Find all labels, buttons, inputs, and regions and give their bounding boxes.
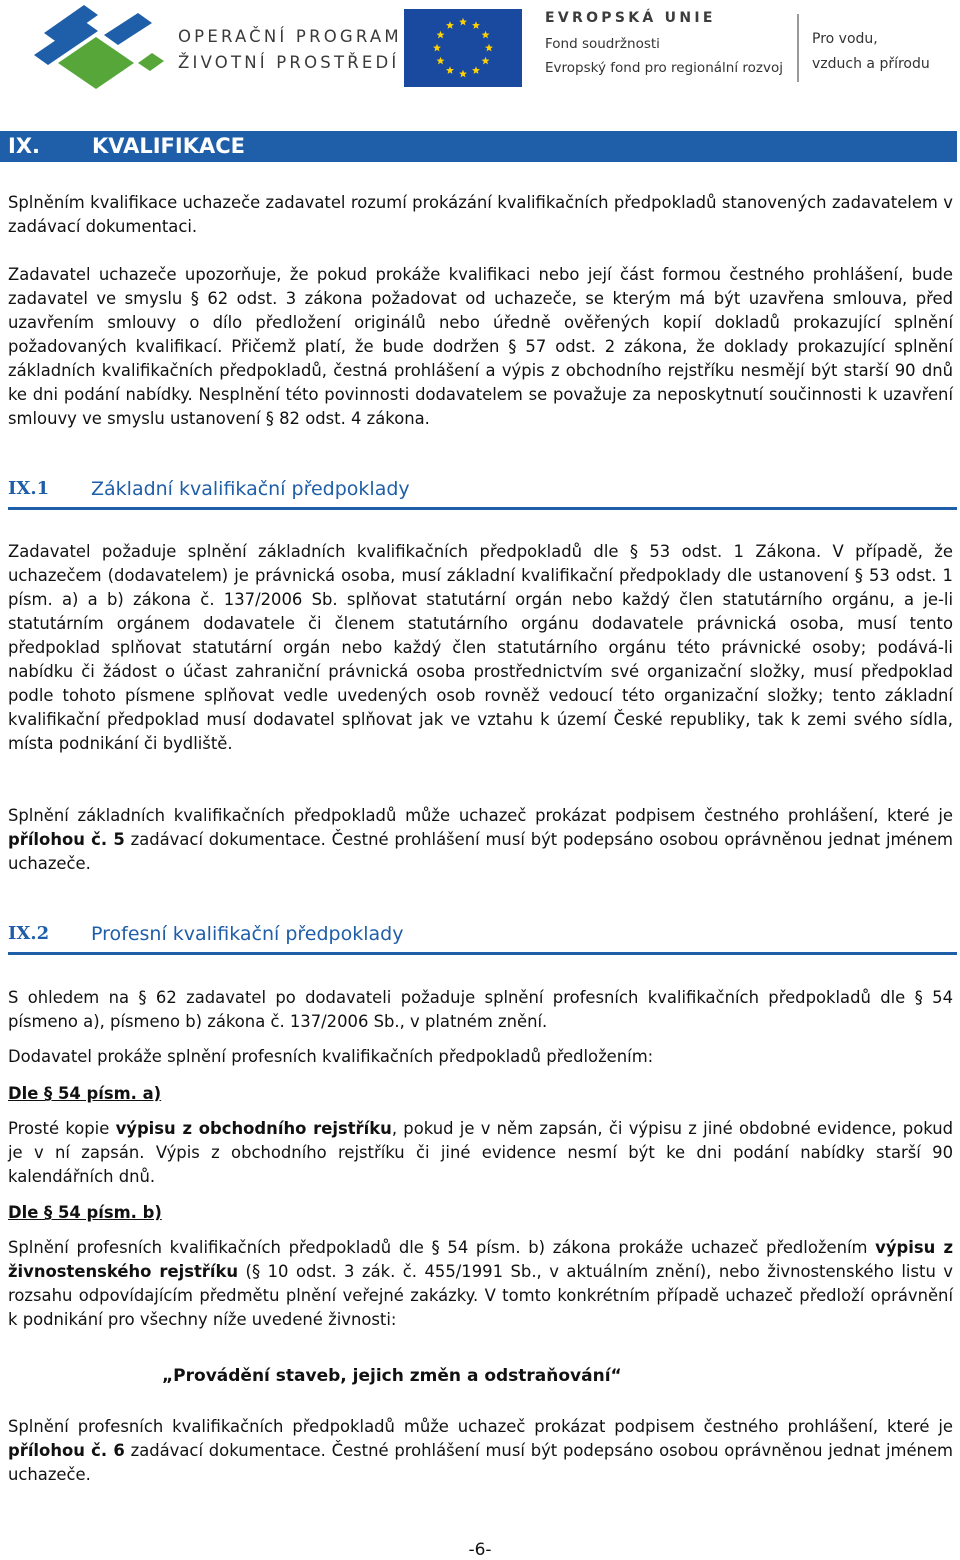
subheading-b: Dle § 54 písm. b)	[8, 1203, 162, 1222]
eu-star-icon	[482, 57, 490, 65]
section-title: Profesní kvalifikační předpoklady	[91, 923, 404, 945]
op-zp-logo-icon	[34, 5, 164, 97]
op-line1: OPERAČNÍ PROGRAM	[178, 27, 402, 46]
eu-stars-icon	[404, 9, 522, 87]
sec2-paragraph-1: S ohledem na § 62 zadavatel po dodavateli požaduje splnění profesních kvalifikačních předpokladů dle § 54 písmeno a), písmeno b) zákona č. 137/2006 Sb., v platném znění.	[8, 988, 953, 1031]
text-run: zadávací dokumentace. Čestné prohlášení musí být podepsáno osobou oprávněnou jednat jménem uchazeče.	[8, 830, 953, 873]
page-header	[0, 0, 960, 110]
eu-fund-2: Evropský fond pro regionální rozvoj	[545, 60, 783, 76]
eu-star-icon	[446, 21, 454, 29]
section-heading-ix2	[8, 923, 957, 955]
sec1-paragraph-1: Zadavatel požaduje splnění základních kvalifikačních předpokladů dle § 53 odst. 1 Zákona. V případě, že uchazečem (dodavatelem) je právnická osoba, musí základní kvalifikační předpoklady dle ustanovení § 53 odst. 1 písm. a) a b) zákona č. 137/2006 Sb. splňovat statutární orgán nebo každý člen statutárního orgánu, a je-li statutárním orgánem dodavatele či členem statutárního orgánu dodavatele právnická osoba, musí tento předpoklad splňovat statutární orgán nebo každý člen statutárního orgánu této právnické osoby; podává-li nabídku či žádost o účast zahraniční právnická osoba prostřednictvím své organizační složky, musí předpoklad podle tohoto písmene splňovat vedle uvedených osob rovněž vedoucí této organizační složky; tento základní kvalifikační předpoklad musí dodavatel splňovat jak ve vztahu k území České republiky, tak k zemi svého sídla, místa podnikání či bydliště.	[8, 542, 953, 753]
section-title: Základní kvalifikační předpoklady	[91, 478, 410, 500]
section-number: IX.2	[8, 923, 50, 944]
eu-star-icon	[446, 66, 454, 74]
slogan	[812, 27, 930, 77]
text-run: Splnění profesních kvalifikačních předpokladů může uchazeč prokázat podpisem čestného prohlášení, které je	[8, 1417, 953, 1436]
chapter-number: IX.	[8, 134, 40, 158]
text-run: Splnění profesních kvalifikačních předpokladů dle § 54 písm. b) zákona prokáže uchazeč předložením	[8, 1238, 876, 1257]
section-heading-ix1	[8, 478, 957, 510]
eu-star-icon	[433, 44, 441, 52]
eu-star-icon	[482, 31, 490, 39]
eu-star-icon	[459, 70, 467, 78]
text-run: Prosté kopie	[8, 1119, 116, 1138]
annex-ref: přílohou č. 6	[8, 1441, 125, 1460]
sec2-paragraph-3	[8, 1415, 953, 1487]
eu-title: EVROPSKÁ UNIE	[545, 10, 716, 26]
sec2-paragraph-2: Dodavatel prokáže splnění profesních kvalifikačních předpokladů předložením:	[8, 1047, 654, 1066]
slogan-line1: Pro vodu,	[812, 31, 878, 47]
trade-name: „Provádění staveb, jejich změn a odstraňování“	[162, 1366, 622, 1386]
eu-star-icon	[485, 44, 493, 52]
intro-paragraph-1: Splněním kvalifikace uchazeče zadavatel rozumí prokázání kvalifikačních předpokladů stanovených zadavatelem v zadávací dokumentaci.	[8, 193, 953, 236]
intro-paragraph-2: Zadavatel uchazeče upozorňuje, že pokud prokáže kvalifikaci nebo její část formou čestného prohlášení, bude zadavatel ve smyslu § 62 odst. 3 zákona požadovat od uchazeče, se kterým má být uzavřena smlouva, před uzavřením smlouvy o dílo předložení originálů nebo úředně ověřených kopií dokladů prokazující splnění požadovaných kvalifikací. Přičemž platí, že bude dodržen § 57 odst. 2 zákona, že doklady prokazující splnění základních kvalifikačních předpokladů, čestná prohlášení a výpis z obchodního rejstříku nesmějí být starší 90 dnů ke dni podání nabídky. Nesplnění této povinnosti dodavatelem se považuje za neposkytnutí součinnosti k uzavření smlouvy ve smyslu ustanovení § 82 odst. 4 zákona.	[8, 265, 953, 428]
eu-star-icon	[436, 31, 444, 39]
eu-fund-1: Fond soudržnosti	[545, 36, 660, 52]
sub-b-paragraph	[8, 1236, 953, 1332]
text-run: Splnění základních kvalifikačních předpokladů může uchazeč prokázat podpisem čestného prohlášení, které je	[8, 806, 953, 825]
text-run: zadávací dokumentace. Čestné prohlášení musí být podepsáno osobou oprávněnou jednat jménem uchazeče.	[8, 1441, 953, 1484]
eu-star-icon	[472, 21, 480, 29]
eu-star-icon	[436, 57, 444, 65]
eu-star-icon	[459, 18, 467, 26]
text-run: (§ 10 odst. 3 zák. č. 455/1991 Sb., v aktuálním znění), nebo živnostenského listu v rozsahu odpovídajícím předmětu plnění veřejné zakázky. V tomto konkrétním případě uchazeč předloží oprávnění k podnikání pro všechny níže uvedené živnosti:	[8, 1262, 954, 1329]
annex-ref: přílohou č. 5	[8, 830, 125, 849]
subheading-a: Dle § 54 písm. a)	[8, 1084, 162, 1103]
chapter-heading	[0, 131, 957, 162]
op-logo-text	[178, 24, 402, 76]
sec1-paragraph-2	[8, 804, 953, 876]
bold-run: výpisu z živnostenského rejstříku	[8, 1238, 954, 1281]
slogan-line2: vzduch a přírodu	[812, 56, 930, 72]
chapter-title: KVALIFIKACE	[92, 134, 245, 158]
eu-logo-text	[545, 10, 783, 76]
bold-run: výpisu z obchodního rejstříku	[115, 1119, 392, 1138]
op-line2: ŽIVOTNÍ PROSTŘEDÍ	[178, 53, 400, 72]
sub-a-paragraph	[8, 1117, 953, 1189]
eu-star-icon	[472, 66, 480, 74]
section-number: IX.1	[8, 478, 50, 499]
eu-flag-icon	[404, 9, 522, 87]
header-divider	[797, 14, 799, 82]
text-run: , pokud je v něm zapsán, či výpisu z jiné obdobné evidence, pokud je v ní zapsán. Výpis z obchodního rejstříku či jiné evidence nesmí být ke dni podání nabídky starší 90 kalendářních dnů.	[8, 1119, 953, 1186]
page-number: -6-	[468, 1540, 492, 1560]
